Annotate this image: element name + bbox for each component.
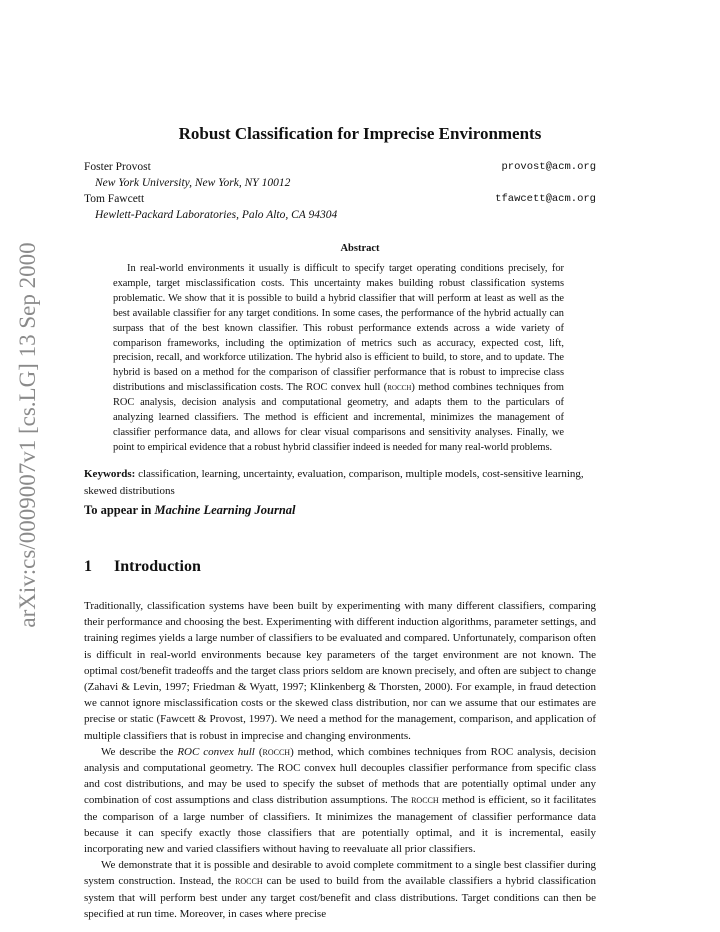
author-name: Tom Fawcett <box>84 193 145 205</box>
keywords-text: classification, learning, uncertainty, evaluation, comparison, multiple models, cost-sensitive learning, skewed distributions <box>84 468 584 497</box>
author-2 <box>84 193 596 205</box>
paragraph: We demonstrate that it is possible and desirable to avoid complete commitment to a single best classifier during system construction. Instead, the rocch can be used to build from the available classifiers a hybrid classification system that will perform best under any target cost/benefit and class distributions. Target conditions can then be specified at run time. Moreover, in cases where precise <box>84 859 596 920</box>
author-1 <box>84 161 596 173</box>
keywords <box>84 466 596 499</box>
arxiv-id: arXiv:cs/0009007v1 [cs.LG] 13 Sep 2000 <box>15 242 40 628</box>
section-title: Introduction <box>114 558 201 575</box>
abstract-heading: Abstract <box>340 243 380 254</box>
section-number: 1 <box>84 558 92 575</box>
section-heading <box>84 558 201 576</box>
author-name: Foster Provost <box>84 161 151 173</box>
arxiv-stamp <box>8 225 48 645</box>
author-affiliation: New York University, New York, NY 10012 <box>95 177 291 189</box>
journal-name: Machine Learning Journal <box>154 503 296 517</box>
author-affiliation: Hewlett-Packard Laboratories, Palo Alto, CA 94304 <box>95 209 338 221</box>
paper-title: Robust Classification for Imprecise Environments <box>178 124 542 143</box>
paragraph: We describe the ROC convex hull (rocch) method, which combines techniques from ROC analysis, decision analysis and computational geometry. The ROC convex hull decouples classifier performance from specific class and cost distributions, and may be used to specify the subset of methods that are potentially optimal under any combination of cost assumptions and class distribution assumptions. The rocch method is efficient, so it facilitates the comparison of a large number of classifiers. It minimizes the management of classifier performance data because it can specify exactly those classifiers that are potentially optimal, and it is incremental, easily incorporating new and varied classifiers without having to reevaluate all prior classifiers. <box>84 745 596 856</box>
keywords-label: Keywords: <box>84 468 136 480</box>
author-email[interactable]: provost@acm.org <box>501 161 596 173</box>
section-body <box>84 598 596 922</box>
publication-note: To appear in Machine Learning Journal <box>84 503 296 517</box>
abstract-text: In real-world environments it usually is difficult to specify target operating conditions precisely, for example, target misclassification costs. This uncertainty makes building robust classification systems problematic. We show that it is possible to build a hybrid classifier that will perform at least as well as the best available classifier for any target conditions. In some cases, the performance of the hybrid actually can surpass that of the best known classifier. This robust performance extends across a wide variety of comparison frameworks, including the optimization of metrics such as accuracy, expected cost, lift, precision, recall, and workforce utilization. The hybrid also is efficient to build, to store, and to update. The hybrid is based on a method for the comparison of classifier performance that is robust to imprecise class distributions and misclassification costs. The ROC convex hull (rocch) method combines techniques from ROC analysis, decision analysis and computational geometry, and adapts them to the particulars of analyzing learned classifiers. The method is efficient and incremental, minimizes the management of classifier performance data, and allows for clear visual comparisons and sensitivity analyses. Finally, we point to empirical evidence that a robust hybrid classifier indeed is needed for many real-world problems. <box>113 263 564 453</box>
author-email[interactable]: tfawcett@acm.org <box>495 193 596 205</box>
paragraph: Traditionally, classification systems have been built by experimenting with many different classifiers, comparing their performance and choosing the best. Experimenting with different induction algorithms, parameter settings, and training regimes yields a large number of classifiers to be evaluated and compared. Unfortunately, comparison often is difficult in real-world environments because key parameters of the target environment are not known. The optimal cost/benefit tradeoffs and the target class priors seldom are known precisely, and often are subject to change (Zahavi & Levin, 1997; Friedman & Wyatt, 1997; Klinkenberg & Thorsten, 2000). For example, in fraud detection we cannot ignore misclassification costs or the skewed class distribution, nor can we assume that our estimates are precise or static (Fawcett & Provost, 1997). We need a method for the management, comparison, and application of multiple classifiers that is robust in imprecise and changing environments. <box>84 600 596 742</box>
